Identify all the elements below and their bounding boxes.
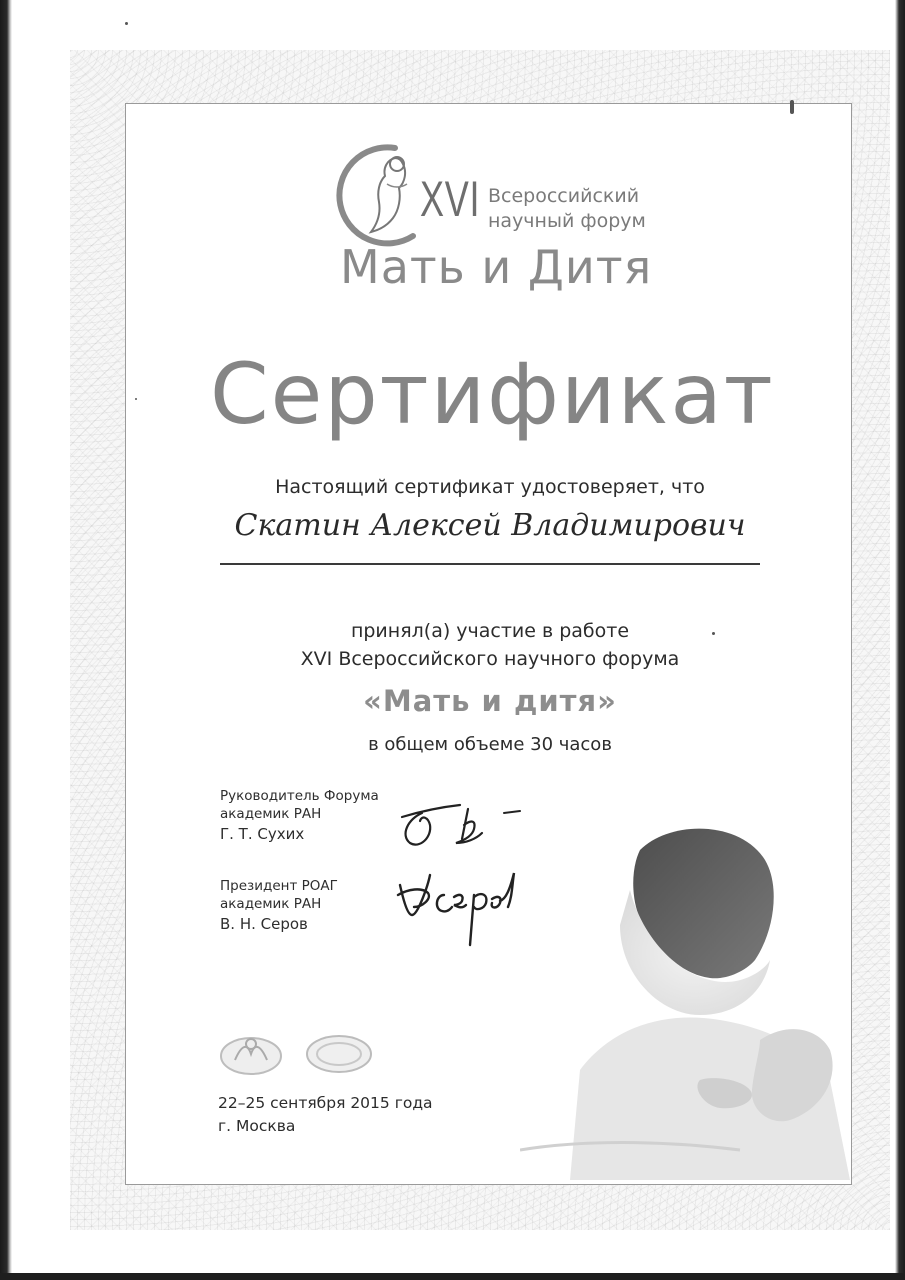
scan-speck <box>712 632 715 635</box>
scan-speck <box>125 22 128 25</box>
signer-rank: академик РАН <box>220 896 322 912</box>
participation-text: принял(а) участие в работе <box>350 620 630 642</box>
signature-1 <box>392 795 532 855</box>
signature-2 <box>392 855 532 955</box>
scan-edge-bottom <box>0 1273 905 1280</box>
signer-block-1 <box>220 787 379 845</box>
recipient-name: Скатин Алексей Владимирович <box>234 508 746 543</box>
center-emblem-icon <box>303 1030 375 1078</box>
scan-speck <box>790 100 794 114</box>
signer-role: Руководитель Форума <box>220 788 379 804</box>
signer-rank: академик РАН <box>220 806 322 822</box>
forum-name-logo: Мать и Дитя <box>340 240 653 294</box>
signer-name: Г. Т. Сухих <box>220 825 305 843</box>
certificate-title: Сертификат <box>210 345 775 443</box>
hours-volume: в общем объеме 30 часов <box>368 734 612 755</box>
society-emblem-icon <box>215 1030 287 1078</box>
event-city: г. Москва <box>218 1117 296 1135</box>
logo-roman-numeral: XVI <box>420 171 481 227</box>
forum-quoted-name: «Мать и дитя» <box>363 684 617 718</box>
scan-speck <box>135 398 137 400</box>
scan-edge-right <box>895 0 905 1280</box>
signer-name: В. Н. Серов <box>220 915 308 933</box>
name-underline <box>220 563 760 565</box>
certifies-text: Настоящий сертификат удостоверяет, что <box>275 476 705 498</box>
signer-role: Президент РОАГ <box>220 878 338 894</box>
forum-description: XVI Всероссийского научного форума <box>300 648 680 670</box>
logo-subtitle-line2: научный форум <box>488 210 646 232</box>
signer-block-2 <box>220 877 338 935</box>
scan-edge-left <box>0 0 12 1280</box>
logo-subtitle-line1: Всероссийский <box>488 185 640 207</box>
mother-child-photo <box>520 820 850 1180</box>
event-dates: 22–25 сентября 2015 года <box>218 1094 433 1112</box>
